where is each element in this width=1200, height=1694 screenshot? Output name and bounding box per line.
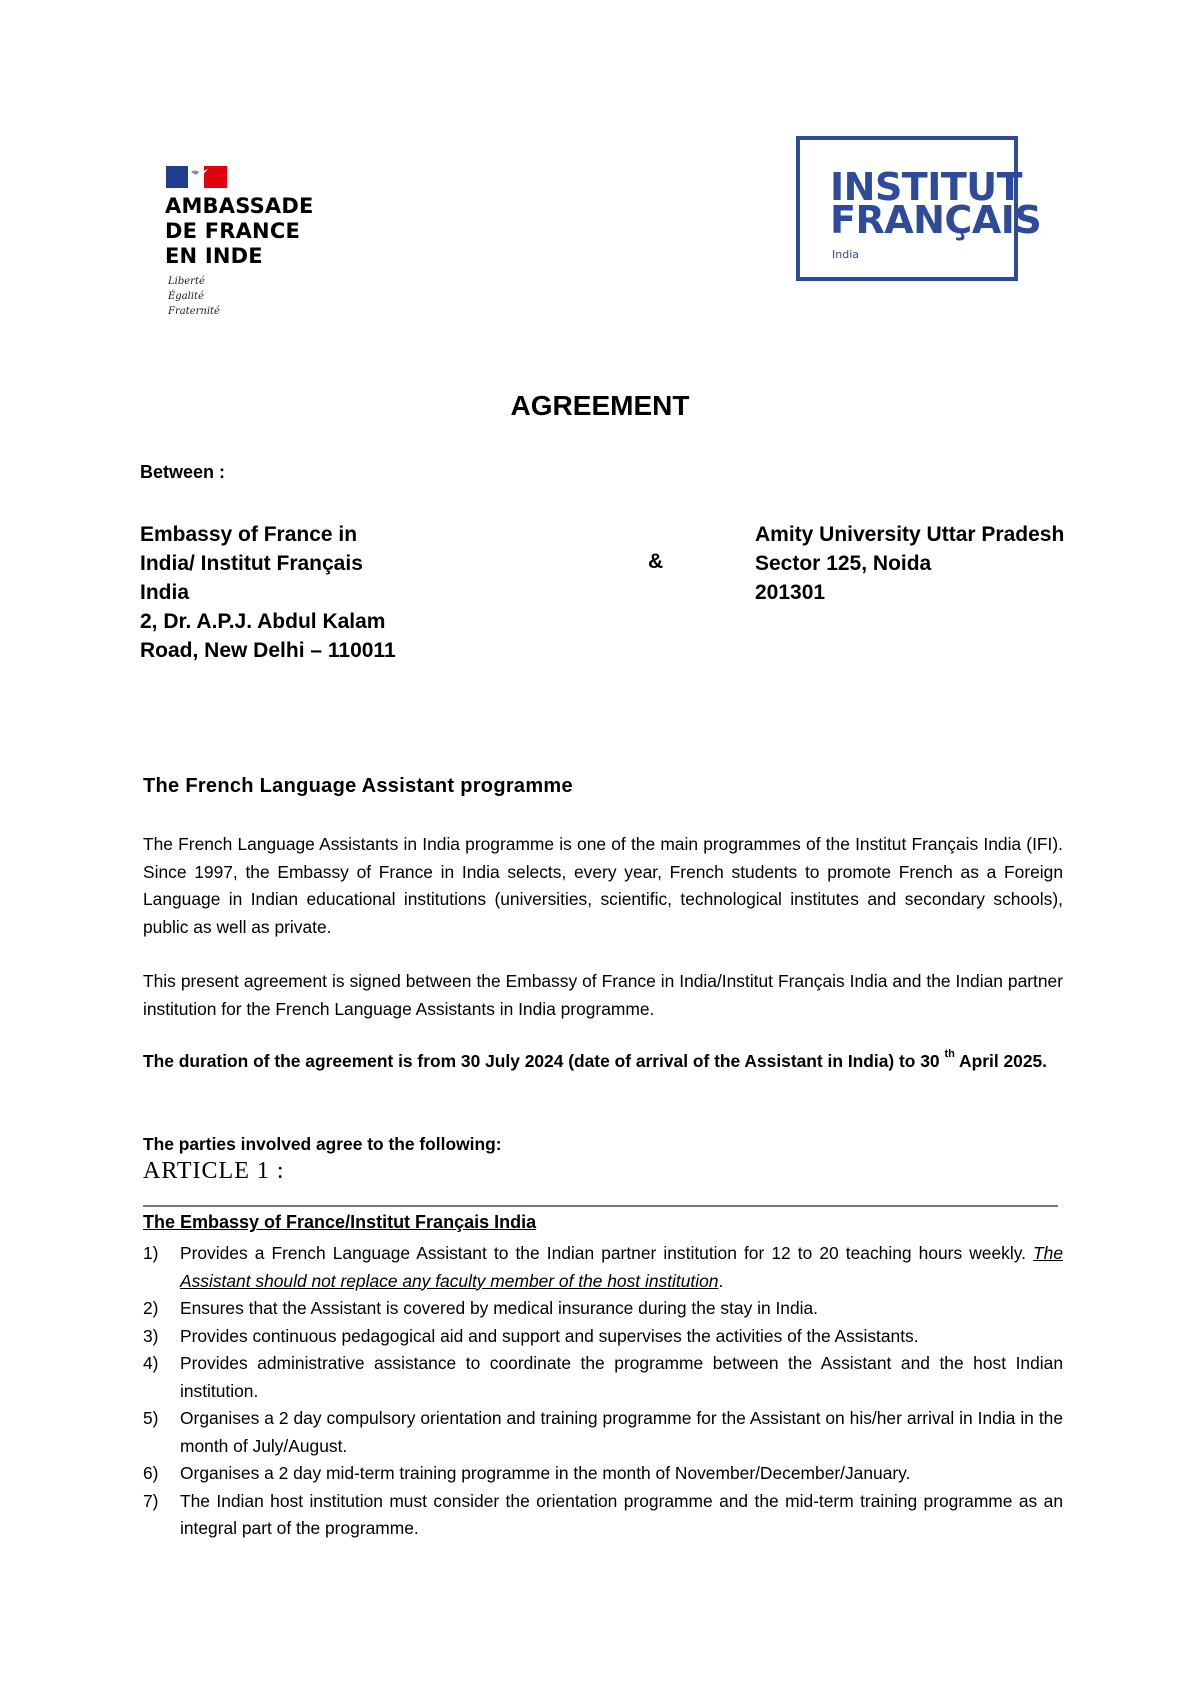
paragraph-agreement-scope: This present agreement is signed between the Embassy of France in India/Institut Français India and the Indian partner institution for the French Language Assistants in India programme. — [143, 971, 1063, 1019]
paragraph-duration — [143, 1048, 1063, 1076]
party-right-line: Sector 125, Noida — [755, 552, 932, 575]
list-item-number: 4) — [143, 1353, 159, 1373]
party-left-line: 2, Dr. A.P.J. Abdul Kalam — [140, 610, 386, 633]
list-item-number: 5) — [143, 1408, 159, 1428]
list-item-number: 6) — [143, 1463, 159, 1483]
obligations-list — [143, 1240, 1063, 1543]
section-title: The French Language Assistant programme — [143, 775, 573, 797]
embassy-logo-line2: DE FRANCE — [165, 219, 300, 243]
list-item — [143, 1350, 1063, 1405]
duration-text: The duration of the agreement is from 30 July 2024 (date of arrival of the Assistant in India) to 30 — [143, 1051, 940, 1071]
list-item-text: Organises a 2 day mid-term training programme in the month of November/December/January. — [180, 1463, 911, 1483]
list-item-text: Ensures that the Assistant is covered by medical insurance during the stay in India. — [180, 1298, 819, 1318]
embassy-logo-line3: EN INDE — [165, 244, 263, 268]
list-item-number: 2) — [143, 1298, 159, 1318]
embassy-logo-line1: AMBASSADE — [165, 194, 314, 218]
list-item-text: Provides continuous pedagogical aid and support and supervises the activities of the Assistants. — [180, 1325, 919, 1346]
list-item — [143, 1460, 1063, 1488]
party-left-address — [140, 520, 430, 665]
duration-sup: th — [944, 1048, 955, 1060]
document-title: AGREEMENT — [510, 390, 690, 421]
party-left-line: India — [140, 581, 190, 604]
party-left-line: India/ Institut Français — [140, 552, 363, 575]
list-item — [143, 1323, 1063, 1351]
institut-francais-logo — [796, 136, 1042, 281]
list-item — [143, 1405, 1063, 1460]
list-item-text: Provides administrative assistance to coordinate the programme between the Assistant and the host Indian institution. — [180, 1353, 1063, 1401]
paragraph-parties: The parties involved agree to the following: — [143, 1134, 502, 1154]
paragraph-programme-intro: The French Language Assistants in India programme is one of the main programmes of the Institut Français India (IFI). Since 1997, the Embassy of France in India selects, every year, French students to promote French as a Foreign Language in Indian educational institutions (universities, scientific, technological institutes and secondary schools), public as well as private. — [143, 834, 1063, 937]
list-item-number: 3) — [143, 1325, 159, 1346]
motto-liberte: Liberté — [168, 276, 205, 287]
marianne-flag-icon — [166, 166, 227, 188]
party-left-line: Road, New Delhi – 110011 — [140, 639, 396, 662]
horizontal-rule — [143, 1205, 1058, 1207]
party-right-line: Amity University Uttar Pradesh — [755, 523, 1065, 546]
party-right-address — [755, 520, 1135, 607]
institut-logo-line1: INSTITUT — [830, 165, 1023, 209]
duration-end: April 2025. — [959, 1051, 1047, 1071]
party-right-line: 201301 — [755, 581, 826, 604]
article-heading: ARTICLE 1 : — [143, 1158, 285, 1184]
list-item-number: 7) — [143, 1490, 159, 1511]
list-item-text: Organises a 2 day compulsory orientation and training programme for the Assistant on his/her arrival in India in the month of July/August. — [180, 1408, 1063, 1456]
between-label: Between : — [140, 462, 226, 482]
list-item — [143, 1295, 1063, 1323]
institut-logo-sub: India — [832, 248, 859, 261]
list-item-text: The Indian host institution must consider the orientation programme and the mid-term training programme as an integral part of the programme. — [180, 1490, 1063, 1538]
list-item-tail: . — [718, 1270, 724, 1291]
list-item-number: 1) — [143, 1243, 159, 1263]
article-subheading: The Embassy of France/Institut Français India — [143, 1212, 537, 1232]
party-left-line: Embassy of France in — [140, 523, 358, 546]
motto-fraternite: Fraternité — [168, 306, 220, 317]
institut-logo-line2: FRANÇAIS — [830, 198, 1042, 242]
list-item-text: Provides a French Language Assistant to the Indian partner institution for 12 to 20 teaching hours weekly. — [180, 1243, 1034, 1263]
ampersand: & — [648, 550, 664, 573]
motto-egalite: Égalité — [168, 291, 204, 302]
list-item — [143, 1488, 1063, 1543]
list-item — [143, 1240, 1063, 1295]
list-item-emphasis: The Assistant should not replace any faculty member of the host institution — [180, 1243, 1063, 1291]
